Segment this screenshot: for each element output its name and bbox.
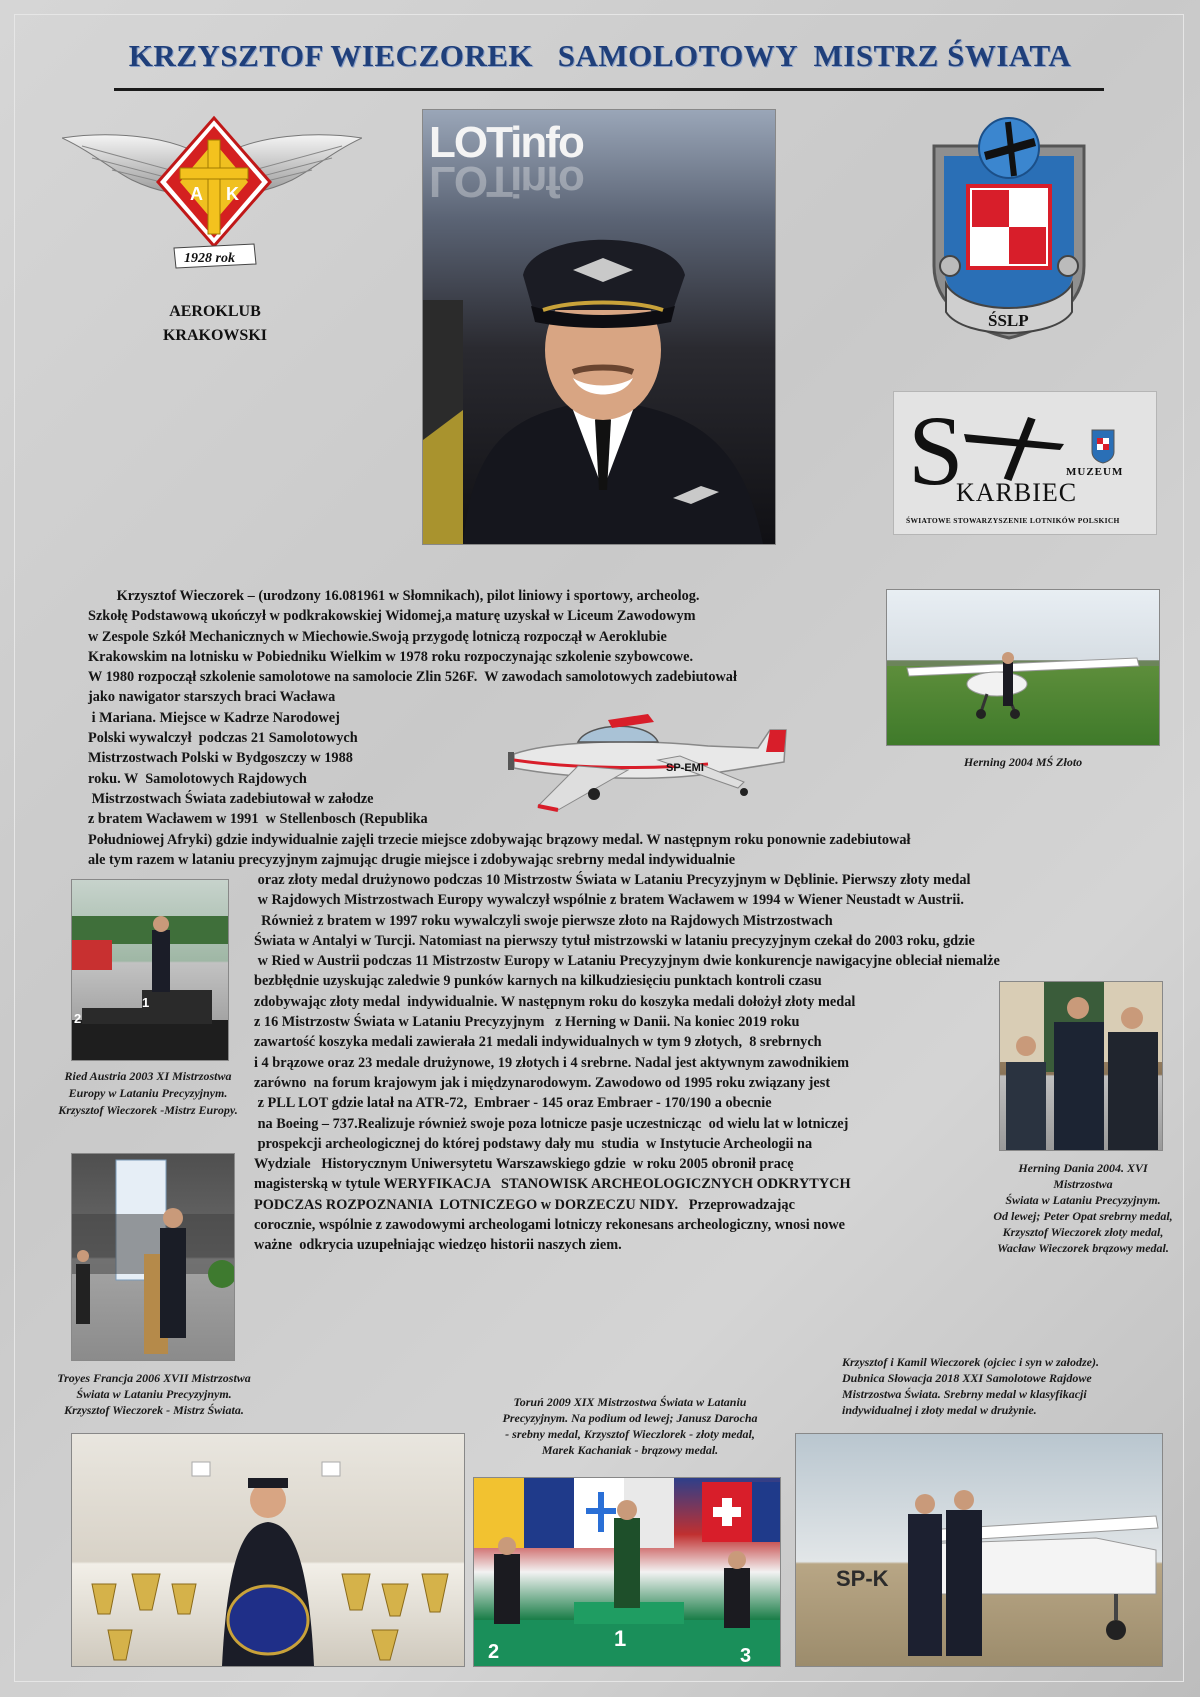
lotinfo-title-reflection: LOTinfo <box>429 157 583 206</box>
caption-troyes-line3: Krzysztof Wieczorek - Mistrz Świata. <box>64 1403 244 1417</box>
caption-troyes-line2: Świata w Lataniu Precyzyjnym. <box>76 1387 232 1401</box>
caption-ried-line2: Europy w Lataniu Precyzyjnym. <box>68 1086 228 1100</box>
year-label: 1928 rok <box>184 251 235 266</box>
podium-number-1: 1 <box>142 995 150 1010</box>
aeroklub-diamond <box>158 118 270 246</box>
troyes-scene <box>72 1154 234 1360</box>
page-title: KRZYSZTOF WIECZOREK SAMOLOTOWY MISTRZ ŚWIATA <box>128 38 1072 73</box>
dubnica-airfield-photo <box>796 1434 1162 1666</box>
herning-2004-field-photo <box>887 590 1159 745</box>
caption-troyes <box>44 1370 264 1418</box>
registration-label: SP-EMI <box>666 762 704 774</box>
herning-dania-medalists-photo <box>1000 982 1162 1150</box>
trophy-collection-photo <box>72 1434 464 1666</box>
aeroklub-label-line2: KRAKOWSKI <box>162 327 267 344</box>
dubnica-scene <box>796 1434 1162 1666</box>
medalists-scene <box>1000 982 1162 1150</box>
podium-number-center: 1 <box>614 1626 627 1651</box>
caption-dubnica <box>842 1354 1162 1418</box>
skarbiec-plane-icon <box>964 414 1064 484</box>
skarbiec-muzeum-label: MUZEUM <box>1066 466 1124 478</box>
caption-dubnica-line1: Krzysztof i Kamil Wieczorek (ojciec i syn w załodze). <box>842 1355 1099 1369</box>
year-ribbon <box>174 244 256 268</box>
torun-scene <box>474 1478 780 1666</box>
title-divider <box>114 88 1104 91</box>
caption-torun-line1: Toruń 2009 XIX Mistrzostwa Świata w Lataniu <box>513 1395 747 1409</box>
caption-ried-austria <box>42 1068 254 1119</box>
lotinfo-title: LOTinfo <box>429 118 583 167</box>
small-plane-icon <box>887 590 1159 745</box>
registration-label-bottom: SP-K <box>836 1566 889 1591</box>
caption-herning-dania-line4: Krzysztof Wieczorek złoty medal, <box>1002 1225 1164 1239</box>
lotinfo-cover-photo <box>423 110 775 544</box>
aeroklub-label-line1: AEROKLUB <box>169 303 261 320</box>
aeroklub-label <box>120 300 310 348</box>
caption-ried-line3: Krzysztof Wieczorek -Mistrz Europy. <box>58 1103 238 1117</box>
caption-torun <box>470 1394 790 1458</box>
skarbiec-word: KARBIEC <box>956 478 1078 507</box>
skarbiec-museum-logo <box>894 392 1156 534</box>
skarbiec-big-s: S <box>908 395 964 506</box>
caption-herning-dania-line1: Herning Dania 2004. XVI Mistrzostwa <box>1018 1161 1148 1191</box>
sslp-emblem <box>924 116 1094 342</box>
troyes-francja-photo <box>72 1154 234 1360</box>
torun-podium-photo <box>474 1478 780 1666</box>
skarbiec-badge-icon <box>1090 426 1116 464</box>
biography-text-continued: oraz złoty medal drużynowo podczas 10 Mistrzostw Świata w Lataniu Precyzyjnym w Dęblinie. Pierwszy złoty medal w Rajdowych Mistrzostwach Europy wywalczył wspólnie z bratem Wacławem w 1994 w Wiener Neustadt w Austrii. Również z bratem w 1997 roku wywalczyli swoje pierwsze złoto na Rajdowych Mistrzostwach Świata w Antalyi w Turcji. Natomiast na pierwszy tytuł mistrzowski w lataniu precyzyjnym czekał do 2003 roku, gdzie w Ried w Austrii podczas 11 Mistrzostw Europy w Lataniu Precyzyjnym dwie konkurencje nawigacyjne obleciał niemalże bezbłędnie uzyskując zaledwie 9 punków karnych na kilkudziesięciu punktach kontroli czasu zdobywając złoty medal indywidualnie. W następnym roku do koszyka medali dołożył złoty medal z 16 Mistrzostw Świata w Lataniu Precyzyjnym z Herning w Danii. Na koniec 2019 roku zawartość koszyka medali zawierała 21 medali indywidualnych w tym 9 złotych, 8 srebrnych i 4 brązowe oraz 23 medale drużynowe, 19 złotych i 4 srebrne. Nadal jest aktywnym zawodnikiem zarówno na forum krajowym jak i międzynarodowym. Zawodowo od 1995 roku związany jest z PLL LOT gdzie latał na ATR-72, Embraer - 145 oraz Embraer - 170/190 a obecnie na Boeing – 737.Realizuje również swoje poza lotnicze pasje uczestnicząc od wielu lat w lotniczej prospekcji archeologicznej do której podstawy dały mu studia w Instytucie Archeologii na Wydziale Historycznym Uniwersytetu Warszawskiego gdzie w roku 2005 obronił pracę magisterską w tytule WERYFIKACJA STANOWISK ARCHEOLOGICZNYCH ODKRYTYCH PODCZAS ROZPOZNANIA LOTNICZEGO w DORZECZU NIDY. Przeprowadzając corocznie, wspólnie z zawodowymi archeologami lotniczy rekonesans archeologiczny, wnosi nowe ważne odkrycia uzupełniając wiedzęo historii naszych ziem. <box>254 872 1000 1254</box>
ried-austria-podium-photo <box>72 880 228 1060</box>
podium-scene <box>72 880 228 1060</box>
caption-torun-line2: Precyzyjnym. Na podium od lewej; Janusz Darocha <box>502 1411 758 1425</box>
podium-number-2: 2 <box>74 1011 82 1026</box>
caption-torun-line3: - srebny medal, Krzysztof Wieczlorek - złoty medal, <box>505 1427 755 1441</box>
caption-herning-2004: Herning 2004 MŚ Złoto <box>963 755 1083 769</box>
caption-torun-line4: Marek Kachaniak - brązowy medal. <box>541 1443 719 1457</box>
caption-herning-dania-line5: Wacław Wieczorek brązowy medal. <box>997 1241 1169 1255</box>
skarbiec-subtitle: ŚWIATOWE STOWARZYSZENIE LOTNIKÓW POLSKICH <box>906 516 1120 525</box>
trophies-scene <box>72 1434 464 1666</box>
sslp-label: ŚSLP <box>988 311 1029 330</box>
podium-number-left: 2 <box>488 1641 500 1663</box>
pilot-portrait <box>423 110 775 544</box>
caption-ried-line1: Ried Austria 2003 XI Mistrzostwa <box>64 1069 232 1083</box>
caption-herning-dania-line3: Od lewej; Peter Opat srebrny medal, <box>993 1209 1173 1223</box>
caption-dubnica-line4: indywidualnej i złoty medal w drużynie. <box>842 1403 1037 1417</box>
biography-text-intro: Krzysztof Wieczorek – (urodzony 16.081961 w Słomnikach), pilot liniowy i sportowy, archeolog. Szkołę Podstawową ukończył w podkrakowskiej Widomej,a maturę uzyskał w Liceum Zawodowym w Zespole Szkół Mechanicznych w Miechowie.Swoją przygodę lotniczą rozpoczął w Aeroklubie Krakowskim na lotnisku w Pobiedniku Wielkim w 1978 roku rozpoczynając szkolenie szybowcowe. W 1980 rozpoczął szkolenie samolotowe na samolocie Zlin 526F. W zawodach samolotowych zadebiutował jako nawigator starszych braci Wacława i Mariana. Miejsce w Kadrze Narodowej Polski wywalczył podczas 21 Samolotowych Mistrzostwach Polski w Bydgoszczy w 1988 roku. W Samolotowych Rajdowych Mistrzostwach Świata zadebiutował w załodze z bratem Wacławem w 1991 w Stellenbosch (Republika Południowej Afryki) gdzie indywidualnie zajęli trzecie miejsce zdobywając brązowy medal. W następnym roku ponownie zadebiutował ale tym razem w lataniu precyzyjnym zajmując drugie miejsce i zdobywając srebrny medal indywidualnie <box>88 588 911 868</box>
aeroklub-krakowski-logo <box>62 112 362 282</box>
caption-troyes-line1: Troyes Francja 2006 XVII Mistrzostwa <box>57 1371 251 1385</box>
podium-number-right: 3 <box>740 1645 752 1666</box>
caption-dubnica-line2: Dubnica Słowacja 2018 XXI Samolotowe Rajdowe <box>842 1371 1092 1385</box>
caption-herning-dania-line2: Świata w Lataniu Precyzyjnym. <box>1005 1193 1161 1207</box>
caption-herning-dania <box>990 1160 1176 1256</box>
letter-a: A <box>190 184 203 204</box>
caption-dubnica-line3: Mistrzostwa Świata. Srebrny medal w klasyfikacji <box>842 1387 1087 1401</box>
letter-k: K <box>226 184 239 204</box>
